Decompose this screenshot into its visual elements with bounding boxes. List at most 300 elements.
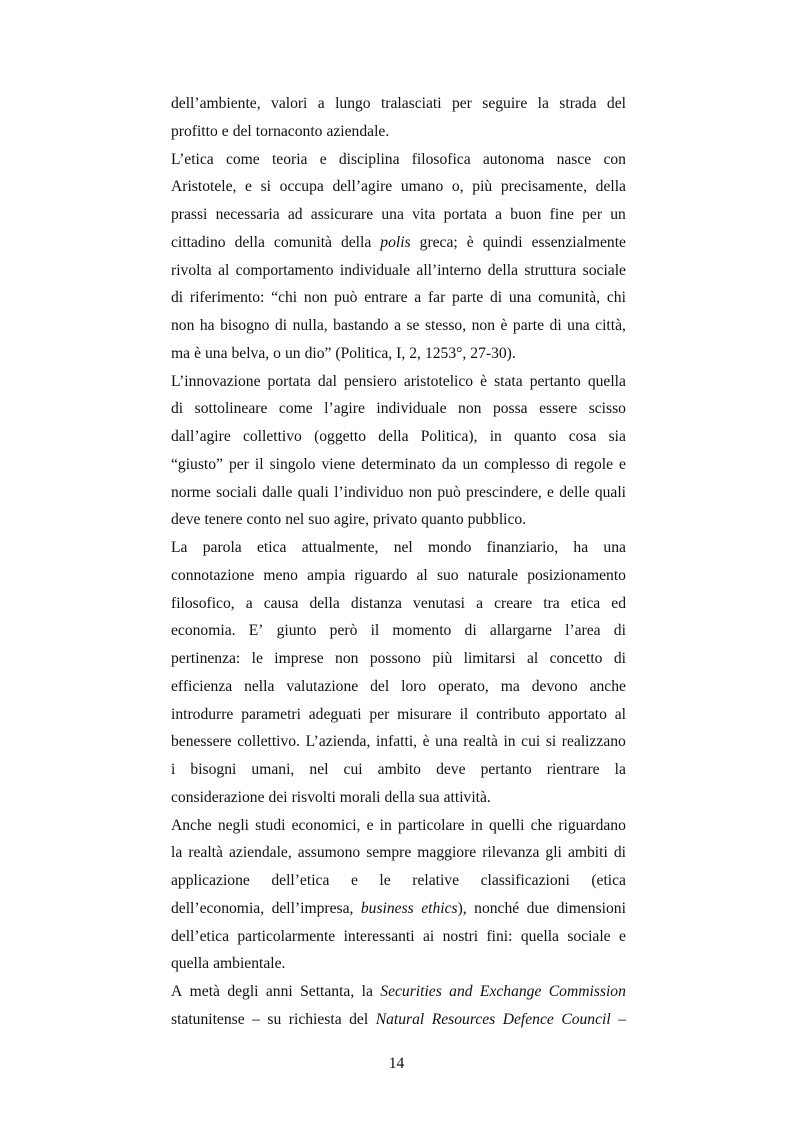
word: strada — [559, 95, 597, 112]
word: nel — [393, 539, 413, 556]
word: di — [489, 289, 503, 307]
word: nel — [285, 511, 305, 529]
word: teoria — [271, 150, 308, 168]
text-line — [171, 701, 626, 729]
word: “giusto” — [171, 455, 223, 473]
word: L’etica — [171, 150, 214, 168]
word: aziendale. — [326, 122, 390, 140]
text-line — [171, 867, 626, 895]
word: la — [614, 761, 626, 778]
word: economia. — [171, 622, 236, 640]
word: comportamento — [235, 261, 334, 279]
word: al — [526, 650, 539, 667]
word: fine — [549, 206, 574, 223]
word: considerazione — [171, 788, 265, 806]
text-line — [171, 451, 626, 479]
word: del — [349, 1010, 369, 1028]
word: della — [234, 233, 265, 251]
word: loro — [401, 677, 427, 695]
word: e — [319, 150, 327, 168]
word: aristotelico — [403, 372, 474, 390]
word: greca; — [419, 233, 458, 251]
word: privato — [373, 511, 418, 529]
word: degli — [227, 983, 259, 1000]
word: sociale — [582, 261, 626, 279]
text-line — [171, 728, 626, 756]
word: La — [171, 539, 188, 556]
word: suo — [436, 566, 459, 584]
word: E’ — [248, 622, 264, 640]
word: per — [228, 455, 249, 473]
word: particolarmente — [237, 927, 336, 945]
word: dimensioni — [556, 899, 626, 917]
word: da — [441, 455, 457, 473]
word: interessanti — [343, 927, 415, 945]
word: un — [610, 206, 626, 223]
word: individuale — [339, 261, 411, 279]
word: buon — [510, 206, 542, 223]
word: di — [613, 844, 626, 862]
word: autonoma — [482, 150, 545, 168]
word: è — [422, 733, 430, 751]
word: finanziario, — [486, 539, 559, 556]
word: della — [487, 261, 519, 279]
word: del — [232, 122, 252, 140]
word: sia — [608, 428, 626, 445]
word: è — [194, 344, 201, 362]
word: la — [171, 844, 183, 862]
word: viene — [321, 455, 356, 473]
word: può — [334, 289, 358, 307]
word: distanza — [350, 594, 402, 612]
word: metà — [189, 983, 220, 1000]
text-line — [171, 368, 626, 396]
word: una — [508, 289, 532, 307]
word: e — [366, 816, 374, 834]
word: dio” — [304, 344, 332, 362]
word: dell’etica — [171, 927, 230, 945]
word: realizzano — [561, 733, 626, 751]
text-line — [171, 839, 626, 867]
word: Council — [561, 1010, 611, 1028]
word: bastando — [333, 317, 389, 334]
word: a — [414, 289, 422, 307]
word: comunità — [273, 233, 332, 251]
word: rientrare — [546, 761, 600, 778]
word: vita — [412, 206, 436, 223]
word: il — [254, 455, 264, 473]
word: ed — [611, 594, 626, 612]
word: tra — [543, 594, 560, 612]
word: su — [267, 1010, 282, 1028]
word: and — [449, 983, 473, 1000]
word: della — [384, 788, 415, 806]
word: deve — [436, 761, 466, 778]
word: misurare — [397, 705, 452, 723]
word: rilevanza — [482, 844, 540, 862]
word: e — [618, 927, 626, 945]
word: può — [437, 483, 461, 501]
word: precisamente, — [500, 178, 587, 196]
text-line — [171, 784, 626, 812]
word: l’agire — [324, 400, 365, 418]
word: per — [369, 705, 390, 723]
word: non — [408, 483, 433, 501]
word: venutasi — [413, 594, 465, 612]
word: ethics), — [421, 899, 467, 917]
word: scisso — [588, 400, 626, 418]
word: nostri — [442, 927, 479, 945]
word: particolare — [397, 816, 465, 834]
word: un — [462, 455, 479, 473]
word: quelli — [488, 816, 525, 834]
word: quali — [594, 483, 626, 501]
word: e — [350, 872, 358, 889]
word: più — [432, 650, 453, 667]
word: i — [171, 761, 176, 778]
text-line — [171, 395, 626, 423]
word: al — [416, 566, 428, 584]
word: stesso, — [424, 317, 467, 334]
word: umano — [400, 178, 444, 196]
word: classificazioni — [480, 872, 570, 889]
word: sociali — [216, 483, 257, 501]
body-text — [171, 90, 626, 1034]
word: due — [526, 899, 550, 917]
word: della — [595, 178, 626, 196]
word: l’individuo — [334, 483, 404, 501]
word: pensiero — [343, 372, 397, 390]
word: più — [472, 178, 493, 196]
word: dal — [317, 372, 337, 390]
word: di — [613, 650, 626, 667]
word: di — [549, 317, 562, 334]
word: collettivo — [242, 428, 302, 445]
word: business — [360, 899, 414, 917]
word: in — [503, 733, 516, 751]
word: mondo — [428, 539, 472, 556]
word: nulla, — [292, 317, 328, 334]
word: operato, — [438, 677, 489, 695]
word: è — [466, 233, 474, 251]
word: riguardano — [558, 816, 626, 834]
word: richiesta — [288, 1010, 342, 1028]
text-line — [171, 590, 626, 618]
word: quali — [297, 483, 329, 501]
word: ai — [422, 927, 435, 945]
word: nel — [309, 761, 329, 778]
word: una — [204, 344, 228, 362]
word: ha — [573, 539, 589, 556]
word: giunto — [276, 622, 317, 640]
word: allargarne — [489, 622, 552, 640]
word: portata — [443, 206, 487, 223]
word: bisogno — [220, 317, 270, 334]
word: norme — [171, 483, 211, 501]
word: o, — [451, 178, 464, 196]
word: rivolta — [171, 261, 212, 279]
word: collettivo. — [237, 733, 300, 751]
word: realtà — [188, 844, 223, 862]
word: parametri — [241, 705, 301, 723]
text-line — [171, 506, 626, 534]
word: far — [427, 289, 446, 307]
word: comunità, — [538, 289, 601, 307]
word: gli — [545, 844, 562, 862]
word: pertinenza: — [171, 650, 241, 667]
word: e — [245, 178, 252, 196]
text-line — [171, 895, 626, 923]
word: Politica), — [420, 428, 478, 445]
text-line — [171, 257, 626, 285]
word: introdurre — [171, 705, 234, 723]
word: apportato — [548, 705, 607, 723]
word: non — [458, 400, 482, 418]
text-line — [171, 1006, 626, 1034]
text-line — [171, 201, 626, 229]
word: quanto — [421, 511, 464, 529]
text-line — [171, 340, 626, 368]
word: polis — [380, 233, 411, 251]
word: della — [309, 594, 340, 612]
text-line — [171, 617, 626, 645]
word: a — [495, 206, 503, 223]
word: cui — [521, 733, 541, 751]
word: e — [619, 455, 626, 473]
word: Exchange — [479, 983, 542, 1000]
word: ampia — [307, 566, 346, 584]
word: di — [555, 455, 569, 473]
word: a — [476, 594, 483, 612]
text-line — [171, 673, 626, 701]
word: occupa — [279, 178, 324, 196]
word: in — [489, 428, 502, 445]
word: ambientale. — [213, 955, 286, 973]
word: è — [500, 317, 508, 334]
word: nonché — [474, 899, 520, 917]
word: momento — [392, 622, 452, 640]
word: 1253°, — [424, 344, 467, 362]
word: di — [171, 400, 184, 418]
word: posizionamento — [527, 566, 626, 584]
word: seguire — [482, 95, 528, 112]
word: parola — [202, 539, 242, 556]
word: – — [252, 1010, 260, 1028]
word: o — [273, 344, 281, 362]
word: della — [340, 233, 372, 251]
word: benessere — [171, 733, 232, 751]
word: come — [225, 150, 260, 168]
word: bisogni — [190, 761, 237, 778]
word: un — [284, 344, 301, 362]
word: imprese — [274, 650, 324, 667]
word: attività. — [443, 788, 491, 806]
word: individuale — [376, 400, 447, 418]
word: ma — [171, 344, 191, 362]
word: dalle — [262, 483, 293, 501]
word: sociale — [567, 927, 611, 945]
word: belva, — [231, 344, 270, 362]
word: del — [370, 677, 390, 695]
word: parte — [452, 289, 484, 307]
word: di — [274, 317, 288, 334]
word: etica — [570, 594, 601, 612]
word: valori — [271, 95, 308, 112]
word: a — [394, 317, 401, 334]
word: come — [278, 400, 313, 418]
word: ma — [500, 677, 520, 695]
word: Defence — [502, 1010, 554, 1028]
word: suo — [308, 511, 330, 529]
word: le — [251, 650, 263, 667]
word: la — [361, 983, 373, 1000]
word: struttura — [524, 261, 577, 279]
word: meno — [263, 566, 298, 584]
word: cittadino — [171, 233, 226, 251]
word: della — [378, 428, 409, 445]
word: cosa — [568, 428, 597, 445]
word: pubblico. — [467, 511, 527, 529]
word: assumono — [297, 844, 361, 862]
word: ha — [199, 317, 215, 334]
word: I, — [396, 344, 406, 362]
word: tralasciati — [380, 95, 442, 112]
word: negli — [217, 816, 250, 834]
word: studi — [255, 816, 286, 834]
text-line — [171, 645, 626, 673]
word: con — [603, 150, 626, 168]
word: se — [406, 317, 420, 334]
text-line — [171, 229, 626, 257]
word: di — [613, 622, 626, 640]
word: sottolineare — [194, 400, 268, 418]
word: 2, — [409, 344, 421, 362]
word: “chi — [271, 289, 298, 307]
word: dell’economia, — [171, 899, 265, 917]
page-number: 14 — [388, 1055, 405, 1072]
word: a — [317, 95, 325, 112]
word: riguardo — [354, 566, 408, 584]
word: ambiti — [567, 844, 608, 862]
word: Commission — [548, 983, 626, 1000]
word: ad — [287, 206, 303, 223]
word: in — [379, 816, 392, 834]
word: l’area — [565, 622, 601, 640]
word: realtà — [463, 733, 498, 751]
word: A — [171, 983, 183, 1000]
word: (oggetto — [314, 428, 367, 445]
word: e — [221, 122, 229, 140]
word: dell’impresa, — [271, 899, 354, 917]
word: necessaria — [215, 206, 280, 223]
word: del — [606, 95, 626, 112]
word: agire, — [333, 511, 369, 529]
word: all’interno — [416, 261, 482, 279]
word: anche — [589, 677, 626, 695]
word: 27-30). — [470, 344, 516, 362]
text-line — [171, 950, 626, 978]
word: parte — [512, 317, 545, 334]
word: chi — [606, 289, 626, 307]
word: possono — [369, 650, 421, 667]
word: – — [618, 1010, 626, 1028]
text-line — [171, 173, 626, 201]
word: relative — [412, 872, 460, 889]
word: portata — [267, 372, 311, 390]
text-line — [171, 562, 626, 590]
word: singolo — [269, 455, 316, 473]
word: al — [614, 705, 626, 723]
word: Resources — [431, 1010, 496, 1028]
text-line — [171, 756, 626, 784]
word: entrare — [364, 289, 408, 307]
word: per — [451, 95, 472, 112]
text-line — [171, 312, 626, 340]
word: quella — [520, 927, 559, 945]
word: città, — [595, 317, 626, 334]
word: quanto — [514, 428, 557, 445]
word: il — [459, 705, 469, 723]
word: umani, — [251, 761, 295, 778]
word: però — [329, 622, 358, 640]
word: tenere — [204, 511, 243, 529]
word: dall’agire — [171, 428, 231, 445]
word: per — [582, 206, 603, 223]
text-line — [171, 146, 626, 174]
word: la — [537, 95, 549, 112]
word: Anche — [171, 816, 212, 834]
word: deve — [171, 511, 201, 529]
word: (etica — [591, 872, 626, 889]
word: economici, — [291, 816, 361, 834]
word: attualmente, — [301, 539, 379, 556]
word: quella — [171, 955, 210, 973]
word: nella — [244, 677, 275, 695]
word: il — [370, 622, 380, 640]
word: stata — [494, 372, 523, 390]
word: di — [464, 622, 477, 640]
word: ambito — [377, 761, 421, 778]
word: una — [567, 317, 590, 334]
word: Securities — [380, 983, 442, 1000]
word: complesso — [484, 455, 550, 473]
word: statunitense — [171, 1010, 245, 1028]
word: che — [530, 816, 553, 834]
word: etica — [257, 539, 287, 556]
word: una — [381, 206, 404, 223]
word: aziendale, — [228, 844, 292, 862]
word: nasce — [556, 150, 592, 168]
word: è — [480, 372, 488, 390]
word: causa — [263, 594, 299, 612]
word: anni — [265, 983, 293, 1000]
word: quella — [587, 372, 626, 390]
word: regole — [574, 455, 614, 473]
word: disciplina — [338, 150, 400, 168]
word: si — [545, 733, 557, 751]
word: profitto — [171, 122, 218, 140]
word: lungo — [335, 95, 371, 112]
word: dell’etica — [271, 872, 330, 889]
word: Aristotele, — [171, 178, 237, 196]
word: essere — [539, 400, 578, 418]
word: tornaconto — [255, 122, 323, 140]
word: dell’agire — [332, 178, 393, 196]
word: concetto — [549, 650, 603, 667]
word: quindi — [482, 233, 523, 251]
word: risvolti — [291, 788, 336, 806]
word: non — [303, 289, 328, 307]
